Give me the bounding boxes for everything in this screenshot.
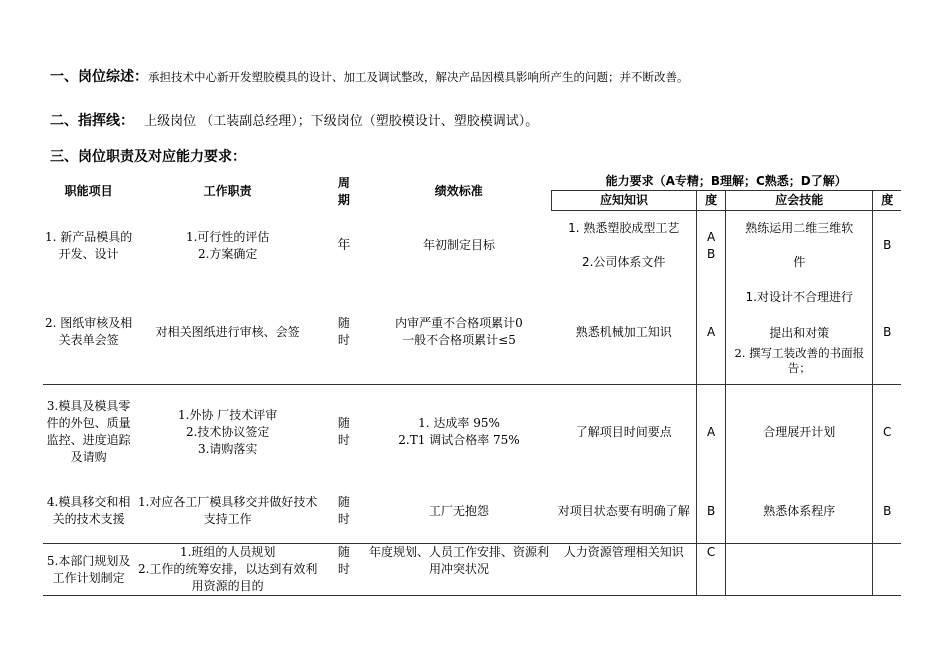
table-row (43, 385, 901, 480)
row3-cycle: 随时 (321, 385, 367, 480)
row3-knowledge: 了解项目时间要点 (551, 385, 696, 480)
row4-cycle: 随时 (337, 495, 350, 527)
row2-cycle: 随时 (337, 316, 350, 348)
row2-degree2: B (873, 281, 901, 385)
row3-degree: A (697, 385, 726, 480)
header-kpi: 绩效标准 (434, 184, 483, 199)
row5-degree2 (873, 544, 901, 596)
table-row (43, 544, 901, 596)
header-degree2: 度 (873, 191, 901, 211)
row1-degree2: B (873, 211, 901, 281)
row3-duty: 1.外协 厂技术评审 2.技术协议签定 3.请购落实 (134, 385, 321, 480)
row3-kpi: 1. 达成率 95% 2.T1 调试合格率 75% (367, 385, 552, 480)
header-skill: 应会技能 (726, 191, 873, 211)
duties-table (43, 173, 901, 596)
row3-degree2: C (873, 385, 901, 480)
row5-kpi: 年度规划、人员工作安排、资源利用冲突状况 (367, 544, 552, 596)
header-cycle (321, 173, 367, 211)
section-2-text: 上级岗位 （工装副总经理）；下级岗位（塑胶模设计、塑胶模调试）。 (144, 114, 539, 129)
row5-duty: 1.班组的人员规划 2.工作的统筹安排，以达到有效利用资源的目的 (134, 544, 321, 596)
row5-cycle: 随时 (321, 544, 367, 596)
row4-degree: B (697, 480, 726, 544)
row1-kpi: 年初制定目标 (422, 238, 495, 252)
row2-skill-a: 1.对设计不合理进行 提出和对策 (745, 290, 853, 341)
row1-skill: 熟练运用二维三维软 件 (726, 211, 873, 281)
row1-cycle: 年 (337, 238, 351, 253)
table-row (43, 281, 901, 385)
row5-degree: C (697, 544, 726, 596)
table-row (43, 480, 901, 544)
section-1-line (50, 66, 689, 86)
row2-knowledge: 熟悉机械加工知识 (575, 324, 672, 339)
row3-item: 3.模具及模具零件的外包、质量监控、进度追踪及请购 (43, 385, 134, 480)
header-item: 职能项目 (64, 184, 113, 199)
header-ability-title: 能力要求（A专精；B理解；C熟悉；D了解） (551, 173, 901, 191)
row5-skill (726, 544, 873, 596)
row4-duty: 1.对应各工厂模具移交并做好技术支持工作 (137, 495, 318, 527)
row4-kpi: 工厂无抱怨 (428, 503, 489, 518)
table-row (43, 211, 901, 281)
section-1-text: 承担技术中心新开发塑胶模具的设计、加工及调试整改，解决产品因模具影响所产生的问题；并不断改善。 (148, 70, 689, 84)
header-duty: 工作职责 (203, 184, 252, 199)
row1-duty: 1.可行性的评估 2.方案确定 (185, 229, 270, 261)
row2-duty: 对相关图纸进行审核、会签 (155, 324, 300, 339)
section-2-line (50, 110, 538, 130)
row4-skill: 熟悉体系程序 (726, 480, 873, 544)
row2-item: 2. 图纸审核及相关表单会签 (45, 316, 133, 348)
row2-skill (726, 281, 873, 385)
row4-degree2: B (873, 480, 901, 544)
row4-knowledge: 对项目状态要有明确了解 (557, 503, 690, 518)
row2-degree: A (697, 281, 726, 385)
section-2-heading: 二、指挥线： (50, 113, 134, 129)
row2-kpi: 内审严重不合格项累计0 一般不合格项累计≤5 (395, 316, 523, 348)
header-cycle-text: 周期 (337, 175, 350, 207)
section-1-heading: 一、岗位综述： (50, 69, 148, 85)
row1-item: 1. 新产品模具的开发、设计 (45, 229, 133, 261)
row4-item: 4.模具移交和相关的技术支援 (46, 495, 131, 527)
row5-item: 5.本部门规划及工作计划制定 (43, 544, 134, 596)
section-3-heading: 三、岗位职责及对应能力要求： (50, 149, 246, 165)
row1-degree: A B (697, 211, 726, 281)
table-header-row (43, 173, 901, 191)
row2-skill-b: 2. 撰写工装改善的书面报告； (734, 346, 865, 376)
header-degree: 度 (697, 191, 726, 211)
row5-knowledge: 人力资源管理相关知识 (551, 544, 696, 596)
row3-skill: 合理展开计划 (726, 385, 873, 480)
row1-knowledge: 1. 熟悉塑胶成型工艺 2.公司体系文件 (568, 221, 680, 270)
header-knowledge: 应知知识 (551, 191, 696, 211)
